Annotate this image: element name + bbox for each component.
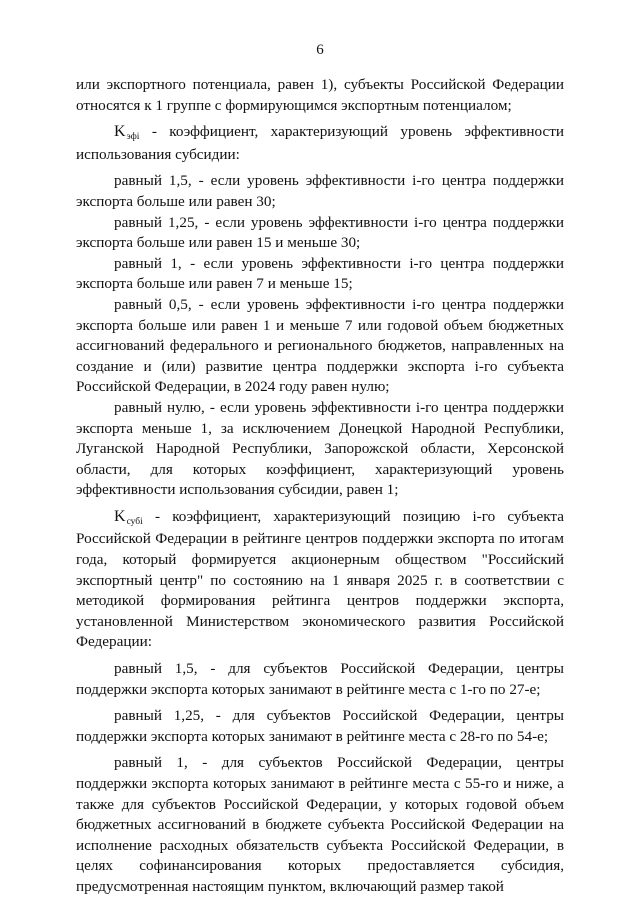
coefficient-subscript: эфi xyxy=(126,132,140,143)
coefficient-subscript: субi xyxy=(126,516,143,527)
paragraph-text: - коэффициент, характеризующий уровень эффективности использования субсидии: xyxy=(76,123,564,163)
paragraph: равный 1, - для субъектов Российской Федерации, центры поддержки экспорта которых занимают в рейтинге места с 55-го и ниже, а также для субъектов Российской Федерации, у которых годовой объем бюджетных ассигнований в бюджете субъекта Российской Федерации на исполнение расходных обязательств субъекта Российской Федерации, в целях софинансирования которых предоставляется субсидия, предусмотренная настоящим пунктом, включающий размер такой xyxy=(76,754,564,895)
paragraph: равный 1,5, - если уровень эффективности i-го центра поддержки экспорта больше или равен 30; xyxy=(76,172,564,210)
paragraph: равный 0,5, - если уровень эффективности i-го центра поддержки экспорта больше или равен 1 и меньше 7 или годовой объем бюджетных ассигнований федерального и регионального бюджетов, направленных на создание и (или) развитие центра поддержки экспорта i-го субъекта Российской Федерации, в 2024 году равен нулю; xyxy=(76,295,564,396)
paragraph-coefficient-subject xyxy=(76,507,564,653)
paragraph: равный 1, - если уровень эффективности i-го центра поддержки экспорта больше или равен 7 и меньше 15; xyxy=(76,254,564,293)
paragraph: равный 1,25, - для субъектов Российской Федерации, центры поддержки экспорта которых занимают в рейтинге места с 28-го по 54-е; xyxy=(76,707,564,745)
paragraph: равный 1,25, - если уровень эффективности i-го центра поддержки экспорта больше или равен 15 и меньше 30; xyxy=(76,213,564,252)
paragraph-coefficient-efficiency xyxy=(76,122,564,165)
paragraph-text: - коэффициент, характеризующий позицию i-го субъекта Российской Федерации в рейтинге центров поддержки экспорта по итогам года, который формируется акционерным обществом "Российский экспортный центр" по состоянию на 1 января 2025 г. в соответствии с методикой формирования рейтинга центров поддержки экспорта, установленной Министерством экономического развития Российской Федерации: xyxy=(76,507,564,651)
page-number: 6 xyxy=(316,42,324,58)
paragraph: или экспортного потенциала, равен 1), субъекты Российской Федерации относятся к 1 группе с формирующимся экспортным потенциалом; xyxy=(76,76,564,114)
coefficient-symbol: K xyxy=(114,507,126,525)
coefficient-symbol: K xyxy=(114,123,126,141)
paragraph: равный нулю, - если уровень эффективности i-го центра поддержки экспорта меньше 1, за исключением Донецкой Народной Республики, Луганской Народной Республики, Запорожской области, Херсонской области, для которых коэффициент, характеризующий уровень эффективности использования субсидии, равен 1; xyxy=(76,398,564,499)
paragraph: равный 1,5, - для субъектов Российской Федерации, центры поддержки экспорта которых занимают в рейтинге места с 1-го по 27-е; xyxy=(76,660,564,698)
body-text xyxy=(76,75,564,898)
